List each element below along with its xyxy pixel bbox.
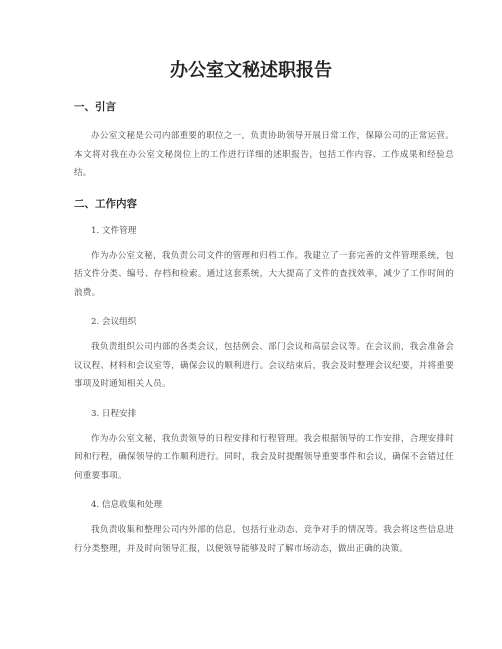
work-item-title: 3. 日程安排 <box>91 408 137 419</box>
page-title: 办公室文秘述职报告 <box>170 60 332 81</box>
introduction-paragraph: 办公室文秘是公司内部重要的职位之一，负责协助领导开展日常工作，保障公司的正常运营。本文将对我在办公室文秘岗位上的工作进行详细的述职报告，包括工作内容、工作成果和经验总结。 <box>74 131 454 178</box>
work-item-body: 作为办公室文秘，我负责领导的日程安排和行程管理。我会根据领导的工作安排，合理安排时间和行程，确保领导的工作顺利进行。同时，我会及时提醒领导重要事件和会议，确保不会错过任何重要事项。 <box>74 433 454 481</box>
section-introduction <box>74 100 454 183</box>
work-item-title: 4. 信息收集和处理 <box>91 500 163 510</box>
work-item-schedule <box>74 407 454 486</box>
work-item-information <box>74 498 454 558</box>
work-item-meeting-organization <box>74 315 454 394</box>
section-heading-work-content: 二、工作内容 <box>74 197 137 210</box>
work-item-body: 我负责组织公司内部的各类会议，包括例会、部门会议和高层会议等。在会议前，我会准备会议议程、材料和会议室等，确保会议的顺利进行。会议结束后，我会及时整理会议纪要，并将重要事项及时通知相关人员。 <box>74 342 454 389</box>
work-item-title: 1. 文件管理 <box>91 225 137 236</box>
work-item-body: 我负责收集和整理公司内外部的信息，包括行业动态、竞争对手的情况等。我会将这些信息进行分类整理，并及时向领导汇报，以便领导能够及时了解市场动态，做出正确的决策。 <box>74 525 454 554</box>
section-heading-introduction: 一、引言 <box>74 101 116 113</box>
work-item-title: 2. 会议组织 <box>91 317 137 327</box>
document-body <box>74 100 454 571</box>
work-item-body: 作为办公室文秘，我负责公司文件的管理和归档工作。我建立了一套完善的文件管理系统，包括文件分类、编号、存档和检索。通过这套系统，大大提高了文件的查找效率，减少了工作时间的浪费。 <box>74 250 454 298</box>
section-work-content <box>74 197 454 559</box>
work-item-file-management <box>74 224 454 303</box>
